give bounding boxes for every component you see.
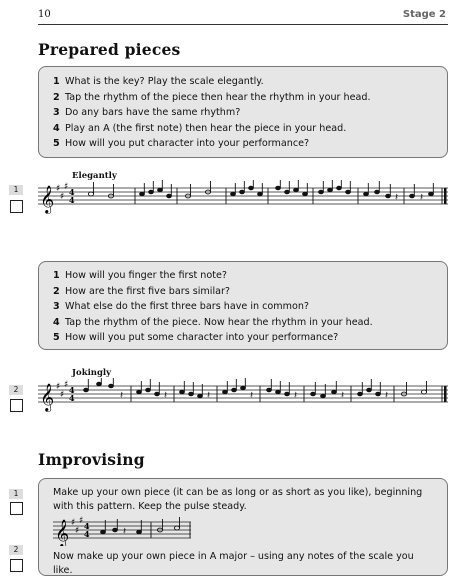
question-text: How will you put character into your performance? <box>65 138 310 149</box>
treble-clef-icon: 𝄞 <box>55 519 70 546</box>
question-list-piece-1 <box>53 74 447 152</box>
svg-text:4: 4 <box>69 385 75 395</box>
question-item <box>53 90 447 106</box>
task-number-2: 2 <box>9 545 23 555</box>
question-box-piece-1 <box>38 66 448 158</box>
question-number: 3 <box>53 301 60 312</box>
svg-text:𝄽: 𝄽 <box>341 390 345 401</box>
tick-box-task-1[interactable] <box>10 502 23 515</box>
question-item <box>53 74 447 90</box>
question-item <box>53 284 447 300</box>
svg-text:𝄽: 𝄽 <box>294 390 298 401</box>
question-item <box>53 136 447 152</box>
tick-box-piece-1[interactable] <box>10 200 23 213</box>
svg-text:𝄽: 𝄽 <box>250 390 254 401</box>
question-list-piece-2 <box>53 268 447 346</box>
svg-text:𝄽: 𝄽 <box>123 526 127 537</box>
treble-clef-icon: 𝄞 <box>40 383 55 411</box>
time-signature-icon <box>69 385 75 403</box>
improvising-instruction-1: Make up your own piece (it can be as long or as short as you like), beginning with this pattern. Keep the pulse steady. <box>53 487 423 512</box>
svg-text:4: 4 <box>69 187 75 197</box>
svg-text:𝄽: 𝄽 <box>395 192 399 203</box>
time-signature-icon <box>84 521 90 539</box>
improvising-box <box>38 478 448 576</box>
improvising-pattern-staff <box>53 516 193 546</box>
question-number: 1 <box>53 270 60 281</box>
header-rule <box>38 24 448 25</box>
svg-text:♯: ♯ <box>71 518 76 528</box>
svg-text:4: 4 <box>84 529 90 539</box>
svg-text:♯: ♯ <box>60 390 65 400</box>
svg-text:♯: ♯ <box>64 182 69 192</box>
svg-text:4: 4 <box>69 393 75 403</box>
question-number: 4 <box>53 122 60 134</box>
tempo-marking-piece-2: Jokingly <box>72 368 112 378</box>
pattern-notes <box>101 517 190 538</box>
page-number: 10 <box>38 9 51 20</box>
stage-label: Stage 2 <box>402 9 446 20</box>
question-number: 2 <box>53 285 60 297</box>
svg-text:𝄽: 𝄽 <box>164 390 168 401</box>
tempo-marking-piece-1: Elegantly <box>72 171 117 181</box>
svg-text:♯: ♯ <box>60 192 65 202</box>
question-number: 3 <box>53 107 60 118</box>
svg-text:♯: ♯ <box>56 184 61 194</box>
svg-text:♯: ♯ <box>75 526 80 536</box>
improvising-instruction-2: Now make up your own piece in A major – using any notes of the scale you like. <box>53 551 414 576</box>
piece-number-1: 1 <box>9 185 23 195</box>
svg-text:𝄽: 𝄽 <box>420 192 424 203</box>
question-number: 2 <box>53 91 60 103</box>
svg-text:4: 4 <box>69 195 75 205</box>
question-number: 1 <box>53 76 60 87</box>
question-text: What is the key? Play the scale elegantly. <box>65 76 264 87</box>
svg-text:𝄽: 𝄽 <box>385 390 389 401</box>
question-text: Play an A (the first note) then hear the piece in your head. <box>65 122 347 134</box>
treble-clef-icon: 𝄞 <box>40 185 55 213</box>
question-item <box>53 299 447 315</box>
section-title-improvising: Improvising <box>38 450 145 469</box>
question-box-piece-2 <box>38 261 448 350</box>
question-number: 5 <box>53 138 60 149</box>
svg-text:♯: ♯ <box>56 382 61 392</box>
music-staff-piece-1 <box>38 180 450 216</box>
section-title-prepared: Prepared pieces <box>38 40 181 59</box>
task-number-1: 1 <box>9 489 23 499</box>
svg-text:𝄽: 𝄽 <box>207 390 211 401</box>
question-item <box>53 105 447 121</box>
time-signature-icon <box>69 187 75 205</box>
tick-box-piece-2[interactable] <box>10 399 23 412</box>
question-text: How are the first five bars similar? <box>65 285 231 297</box>
question-text: Do any bars have the same rhythm? <box>65 107 241 118</box>
tick-box-task-2[interactable] <box>10 559 23 572</box>
question-item <box>53 268 447 284</box>
question-text: What else do the first three bars have in common? <box>65 301 310 312</box>
svg-text:4: 4 <box>84 521 90 531</box>
svg-text:♯: ♯ <box>64 380 69 390</box>
question-text: Tap the rhythm of the piece. Now hear the rhythm in your head. <box>65 316 373 328</box>
svg-text:♯: ♯ <box>79 516 84 526</box>
question-number: 4 <box>53 316 60 328</box>
question-item <box>53 121 447 137</box>
question-item <box>53 330 447 346</box>
svg-text:𝄽: 𝄽 <box>120 390 124 401</box>
question-number: 5 <box>53 332 60 343</box>
piece-number-2: 2 <box>9 385 23 395</box>
question-text: Tap the rhythm of the piece then hear the rhythm in your head. <box>65 91 371 103</box>
question-text: How will you put some character into your performance? <box>65 332 339 343</box>
question-text: How will you finger the first note? <box>65 270 227 281</box>
music-staff-piece-2 <box>38 378 450 414</box>
question-item <box>53 315 447 331</box>
